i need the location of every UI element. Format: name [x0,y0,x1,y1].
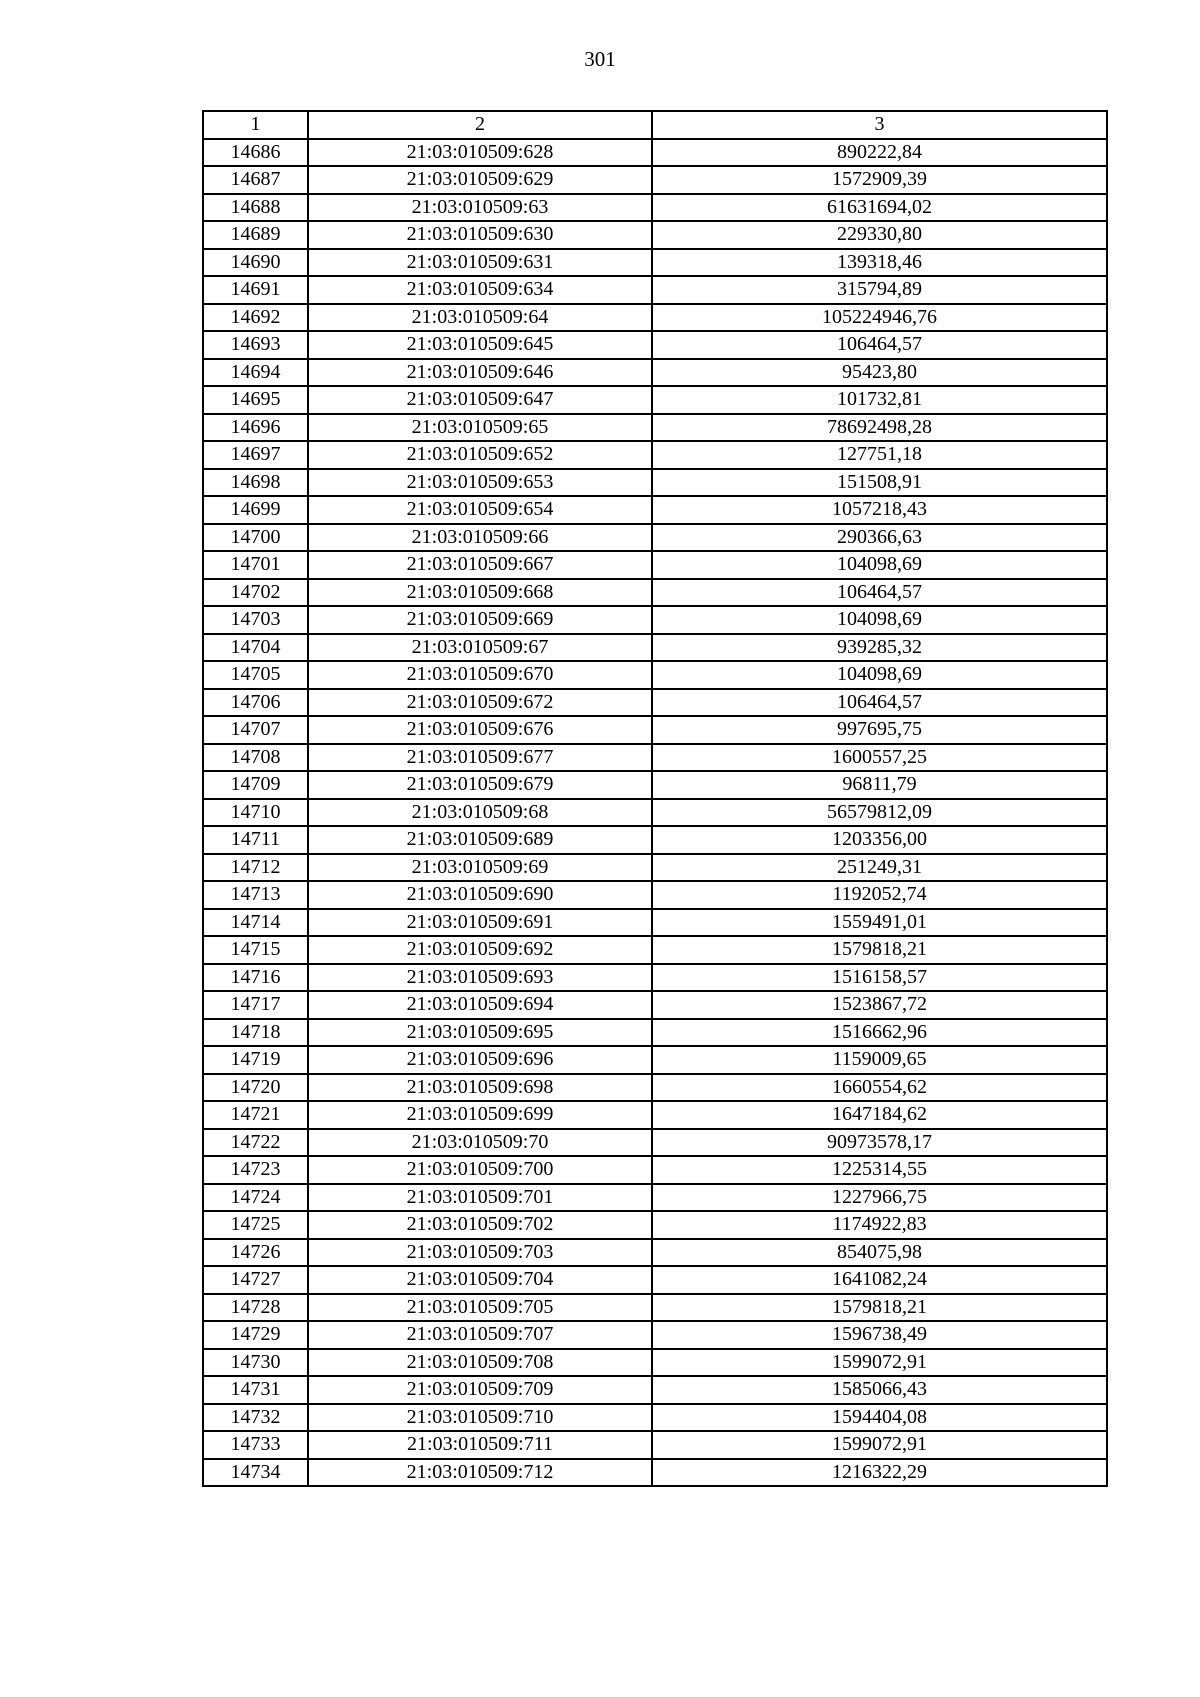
row-number-cell: 14699 [203,496,308,524]
row-number-cell: 14690 [203,249,308,277]
table-row [203,1459,1107,1487]
value-cell: 106464,57 [652,689,1107,717]
table-row [203,221,1107,249]
row-number-cell: 14698 [203,469,308,497]
table-row [203,881,1107,909]
table-body [203,139,1107,1487]
value-cell: 1516158,57 [652,964,1107,992]
row-number-cell: 14689 [203,221,308,249]
value-cell: 104098,69 [652,661,1107,689]
row-number-cell: 14695 [203,386,308,414]
value-cell: 1599072,91 [652,1349,1107,1377]
cadastral-number-cell: 21:03:010509:646 [308,359,652,387]
value-cell: 90973578,17 [652,1129,1107,1157]
cadastral-number-cell: 21:03:010509:667 [308,551,652,579]
table-row [203,386,1107,414]
table-row [203,689,1107,717]
cadastral-number-cell: 21:03:010509:631 [308,249,652,277]
value-cell: 1225314,55 [652,1156,1107,1184]
table-row [203,194,1107,222]
cadastral-number-cell: 21:03:010509:672 [308,689,652,717]
row-number-cell: 14723 [203,1156,308,1184]
row-number-cell: 14719 [203,1046,308,1074]
cadastral-number-cell: 21:03:010509:653 [308,469,652,497]
value-cell: 1647184,62 [652,1101,1107,1129]
cadastral-number-cell: 21:03:010509:695 [308,1019,652,1047]
column-header-3: 3 [652,111,1107,139]
cadastral-number-cell: 21:03:010509:692 [308,936,652,964]
cadastral-number-cell: 21:03:010509:634 [308,276,652,304]
row-number-cell: 14730 [203,1349,308,1377]
cadastral-number-cell: 21:03:010509:676 [308,716,652,744]
row-number-cell: 14710 [203,799,308,827]
value-cell: 1660554,62 [652,1074,1107,1102]
table-row [203,1404,1107,1432]
row-number-cell: 14701 [203,551,308,579]
table-row [203,249,1107,277]
value-cell: 997695,75 [652,716,1107,744]
table-header-row [203,111,1107,139]
value-cell: 101732,81 [652,386,1107,414]
value-cell: 104098,69 [652,551,1107,579]
table-row [203,276,1107,304]
row-number-cell: 14713 [203,881,308,909]
cadastral-number-cell: 21:03:010509:710 [308,1404,652,1432]
table-row [203,991,1107,1019]
cadastral-number-cell: 21:03:010509:698 [308,1074,652,1102]
table-row [203,524,1107,552]
value-cell: 1579818,21 [652,1294,1107,1322]
cadastral-number-cell: 21:03:010509:700 [308,1156,652,1184]
value-cell: 1057218,43 [652,496,1107,524]
value-cell: 61631694,02 [652,194,1107,222]
row-number-cell: 14691 [203,276,308,304]
row-number-cell: 14733 [203,1431,308,1459]
row-number-cell: 14711 [203,826,308,854]
cadastral-number-cell: 21:03:010509:63 [308,194,652,222]
table-row [203,1376,1107,1404]
value-cell: 78692498,28 [652,414,1107,442]
row-number-cell: 14727 [203,1266,308,1294]
cadastral-number-cell: 21:03:010509:711 [308,1431,652,1459]
cadastral-number-cell: 21:03:010509:702 [308,1211,652,1239]
value-cell: 95423,80 [652,359,1107,387]
value-cell: 1559491,01 [652,909,1107,937]
table-row [203,744,1107,772]
page-number: 301 [584,47,616,71]
table-row [203,1019,1107,1047]
value-cell: 1572909,39 [652,166,1107,194]
row-number-cell: 14728 [203,1294,308,1322]
table-row [203,414,1107,442]
cadastral-number-cell: 21:03:010509:704 [308,1266,652,1294]
row-number-cell: 14686 [203,139,308,167]
row-number-cell: 14703 [203,606,308,634]
row-number-cell: 14696 [203,414,308,442]
table-row [203,331,1107,359]
cadastral-number-cell: 21:03:010509:708 [308,1349,652,1377]
cadastral-number-cell: 21:03:010509:712 [308,1459,652,1487]
value-cell: 290366,63 [652,524,1107,552]
table-row [203,1211,1107,1239]
table-row [203,634,1107,662]
cadastral-number-cell: 21:03:010509:647 [308,386,652,414]
value-cell: 1192052,74 [652,881,1107,909]
cadastral-number-cell: 21:03:010509:707 [308,1321,652,1349]
column-header-1: 1 [203,111,308,139]
value-cell: 229330,80 [652,221,1107,249]
value-cell: 1159009,65 [652,1046,1107,1074]
row-number-cell: 14693 [203,331,308,359]
value-cell: 1585066,43 [652,1376,1107,1404]
row-number-cell: 14707 [203,716,308,744]
value-cell: 1596738,49 [652,1321,1107,1349]
table-row [203,1074,1107,1102]
cadastral-number-cell: 21:03:010509:70 [308,1129,652,1157]
cadastral-number-cell: 21:03:010509:668 [308,579,652,607]
table-row [203,139,1107,167]
cadastral-number-cell: 21:03:010509:690 [308,881,652,909]
cadastral-number-cell: 21:03:010509:654 [308,496,652,524]
cadastral-number-cell: 21:03:010509:629 [308,166,652,194]
cadastral-number-cell: 21:03:010509:628 [308,139,652,167]
cadastral-number-cell: 21:03:010509:696 [308,1046,652,1074]
value-cell: 315794,89 [652,276,1107,304]
table-row [203,854,1107,882]
value-cell: 1579818,21 [652,936,1107,964]
value-cell: 106464,57 [652,579,1107,607]
value-cell: 1641082,24 [652,1266,1107,1294]
table-row [203,469,1107,497]
cadastral-number-cell: 21:03:010509:689 [308,826,652,854]
value-cell: 1174922,83 [652,1211,1107,1239]
value-cell: 854075,98 [652,1239,1107,1267]
row-number-cell: 14700 [203,524,308,552]
value-cell: 56579812,09 [652,799,1107,827]
row-number-cell: 14706 [203,689,308,717]
row-number-cell: 14718 [203,1019,308,1047]
row-number-cell: 14721 [203,1101,308,1129]
table-row [203,1349,1107,1377]
table-row [203,359,1107,387]
row-number-cell: 14692 [203,304,308,332]
cadastral-number-cell: 21:03:010509:670 [308,661,652,689]
value-cell: 139318,46 [652,249,1107,277]
table-row [203,1431,1107,1459]
value-cell: 1600557,25 [652,744,1107,772]
table-row [203,1101,1107,1129]
row-number-cell: 14729 [203,1321,308,1349]
row-number-cell: 14734 [203,1459,308,1487]
cadastral-number-cell: 21:03:010509:669 [308,606,652,634]
value-cell: 127751,18 [652,441,1107,469]
table-row [203,1184,1107,1212]
table-row [203,799,1107,827]
table-row [203,909,1107,937]
row-number-cell: 14708 [203,744,308,772]
value-cell: 939285,32 [652,634,1107,662]
row-number-cell: 14715 [203,936,308,964]
cadastral-number-cell: 21:03:010509:68 [308,799,652,827]
value-cell: 1599072,91 [652,1431,1107,1459]
table-row [203,1129,1107,1157]
table-row [203,579,1107,607]
row-number-cell: 14717 [203,991,308,1019]
cadastral-number-cell: 21:03:010509:645 [308,331,652,359]
cadastral-number-cell: 21:03:010509:652 [308,441,652,469]
row-number-cell: 14722 [203,1129,308,1157]
table-row [203,826,1107,854]
cadastral-number-cell: 21:03:010509:66 [308,524,652,552]
row-number-cell: 14687 [203,166,308,194]
cadastral-number-cell: 21:03:010509:701 [308,1184,652,1212]
cadastral-number-cell: 21:03:010509:67 [308,634,652,662]
row-number-cell: 14688 [203,194,308,222]
cadastral-number-cell: 21:03:010509:699 [308,1101,652,1129]
cadastral-number-cell: 21:03:010509:630 [308,221,652,249]
table-row [203,1156,1107,1184]
row-number-cell: 14704 [203,634,308,662]
cadastral-number-cell: 21:03:010509:691 [308,909,652,937]
cadastral-number-cell: 21:03:010509:709 [308,1376,652,1404]
table-row [203,661,1107,689]
cadastral-number-cell: 21:03:010509:703 [308,1239,652,1267]
value-cell: 1227966,75 [652,1184,1107,1212]
row-number-cell: 14702 [203,579,308,607]
table-row [203,1321,1107,1349]
value-cell: 890222,84 [652,139,1107,167]
row-number-cell: 14716 [203,964,308,992]
value-cell: 1594404,08 [652,1404,1107,1432]
cadastral-number-cell: 21:03:010509:705 [308,1294,652,1322]
table-row [203,441,1107,469]
value-cell: 105224946,76 [652,304,1107,332]
cadastral-number-cell: 21:03:010509:69 [308,854,652,882]
table-row [203,1046,1107,1074]
row-number-cell: 14709 [203,771,308,799]
column-header-2: 2 [308,111,652,139]
value-cell: 151508,91 [652,469,1107,497]
data-table [202,110,1108,1487]
table-row [203,936,1107,964]
row-number-cell: 14694 [203,359,308,387]
value-cell: 106464,57 [652,331,1107,359]
row-number-cell: 14731 [203,1376,308,1404]
cadastral-number-cell: 21:03:010509:65 [308,414,652,442]
table-row [203,771,1107,799]
cadastral-number-cell: 21:03:010509:677 [308,744,652,772]
value-cell: 96811,79 [652,771,1107,799]
value-cell: 251249,31 [652,854,1107,882]
table-row [203,304,1107,332]
table-row [203,551,1107,579]
row-number-cell: 14714 [203,909,308,937]
value-cell: 1523867,72 [652,991,1107,1019]
table-row [203,166,1107,194]
cadastral-number-cell: 21:03:010509:679 [308,771,652,799]
table-row [203,606,1107,634]
cadastral-number-cell: 21:03:010509:694 [308,991,652,1019]
value-cell: 104098,69 [652,606,1107,634]
row-number-cell: 14712 [203,854,308,882]
value-cell: 1516662,96 [652,1019,1107,1047]
table-row [203,964,1107,992]
row-number-cell: 14725 [203,1211,308,1239]
row-number-cell: 14705 [203,661,308,689]
row-number-cell: 14724 [203,1184,308,1212]
row-number-cell: 14697 [203,441,308,469]
row-number-cell: 14726 [203,1239,308,1267]
cadastral-number-cell: 21:03:010509:64 [308,304,652,332]
table-row [203,1294,1107,1322]
table-row [203,716,1107,744]
table-row [203,1266,1107,1294]
row-number-cell: 14732 [203,1404,308,1432]
value-cell: 1203356,00 [652,826,1107,854]
row-number-cell: 14720 [203,1074,308,1102]
cadastral-number-cell: 21:03:010509:693 [308,964,652,992]
table-row [203,496,1107,524]
value-cell: 1216322,29 [652,1459,1107,1487]
table-row [203,1239,1107,1267]
